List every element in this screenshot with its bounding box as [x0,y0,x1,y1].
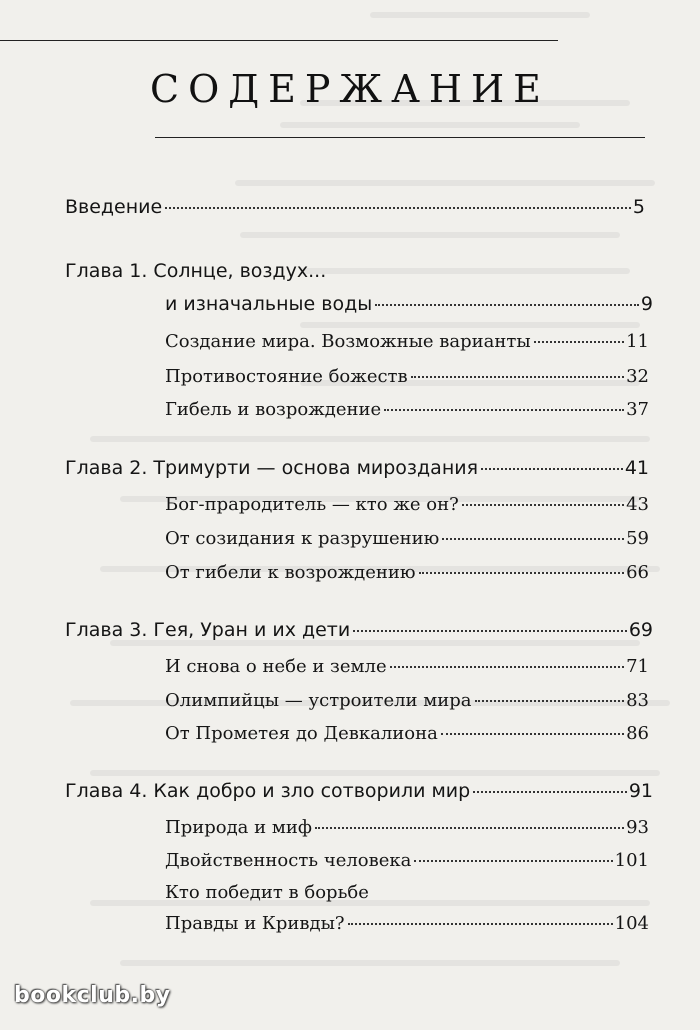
toc-entry-label: Правды и Кривды? [165,913,345,934]
dot-leader [390,666,624,668]
toc-entry-label: и изначальные воды [165,293,373,315]
toc-entry-label: Олимпийцы — устроители мира [165,690,472,711]
dot-leader [534,341,624,343]
toc-entry-label: Глава 4. Как добро и зло сотворили мир [65,780,471,802]
toc-section [165,492,649,518]
dot-leader [353,630,627,632]
toc-entry-label: От Прометея до Девкалиона [165,723,438,744]
page-title: СОДЕРЖАНИЕ [150,67,550,111]
toc-entry-page: 5 [632,196,645,218]
toc-entry-label: Бог-прародитель — кто же он? [165,494,459,515]
dot-leader [384,409,624,411]
toc-entry-page: 66 [626,562,649,583]
dot-leader [441,733,624,735]
dot-leader [315,827,624,829]
dot-leader [481,468,623,470]
toc-section [165,526,649,552]
toc-chapter-2 [65,455,649,481]
dot-leader [442,538,624,540]
toc-entry-page: 32 [626,366,649,387]
toc-chapter-3 [65,617,653,643]
toc-entry-page: 9 [640,293,653,315]
dot-leader [414,860,612,862]
toc-entry-label: Двойственность человека [165,850,412,871]
toc-entry-label: Противостояние божеств [165,366,408,387]
toc-entry-page: 71 [626,656,649,677]
toc-section [165,329,649,355]
toc-entry-page: 11 [626,331,649,352]
toc-chapter-1 [165,291,653,317]
toc-section [165,560,649,586]
dot-leader [348,923,613,925]
toc-section [165,654,649,680]
toc-entry-page: 41 [624,457,649,479]
toc-section [165,397,649,423]
toc-entry-label: Глава 2. Тримурти — основа мироздания [65,457,479,479]
toc-section [165,688,649,714]
toc-entry-label: Глава 1. Солнце, воздух... [65,260,327,282]
toc-entry-label: Кто победит в борьбе [165,882,369,903]
toc-entry-page: 83 [626,690,649,711]
toc-section-line1 [165,880,649,906]
toc-chapter-4 [65,778,653,804]
toc-entry-page: 69 [628,619,653,641]
toc-section [165,848,649,874]
toc-entry-label: От гибели к возрождению [165,562,416,583]
toc-entry-label: И снова о небе и земле [165,656,387,677]
dot-leader [462,504,624,506]
toc-entry-page: 93 [626,817,649,838]
toc-entry-label: Введение [65,196,163,218]
toc-section [165,911,649,937]
dot-leader [165,207,631,209]
dot-leader [419,572,625,574]
toc-entry-page: 43 [626,494,649,515]
dot-leader [411,376,624,378]
toc-section [165,815,649,841]
dot-leader [475,700,625,702]
toc-entry-page: 104 [614,913,649,934]
toc-entry-label: Глава 3. Гея, Уран и их дети [65,619,351,641]
toc-entry-page: 37 [626,399,649,420]
toc-entry-page: 86 [626,723,649,744]
toc-section [165,721,649,747]
toc-section [165,364,649,390]
dot-leader [375,304,639,306]
toc-entry-page: 59 [626,528,649,549]
toc-entry-label: Создание мира. Возможные варианты [165,331,531,352]
toc-entry-label: Природа и миф [165,817,312,838]
toc-entry-label: Гибель и возрождение [165,399,382,420]
toc-entry-label: От созидания к разрушению [165,528,440,549]
dot-leader [473,791,627,793]
site-watermark: bookclub.by [14,983,171,1008]
toc-entry-page: 91 [628,780,653,802]
toc-chapter-1-line1 [65,258,645,284]
toc-entry-intro [65,194,645,220]
toc-entry-page: 101 [614,850,649,871]
